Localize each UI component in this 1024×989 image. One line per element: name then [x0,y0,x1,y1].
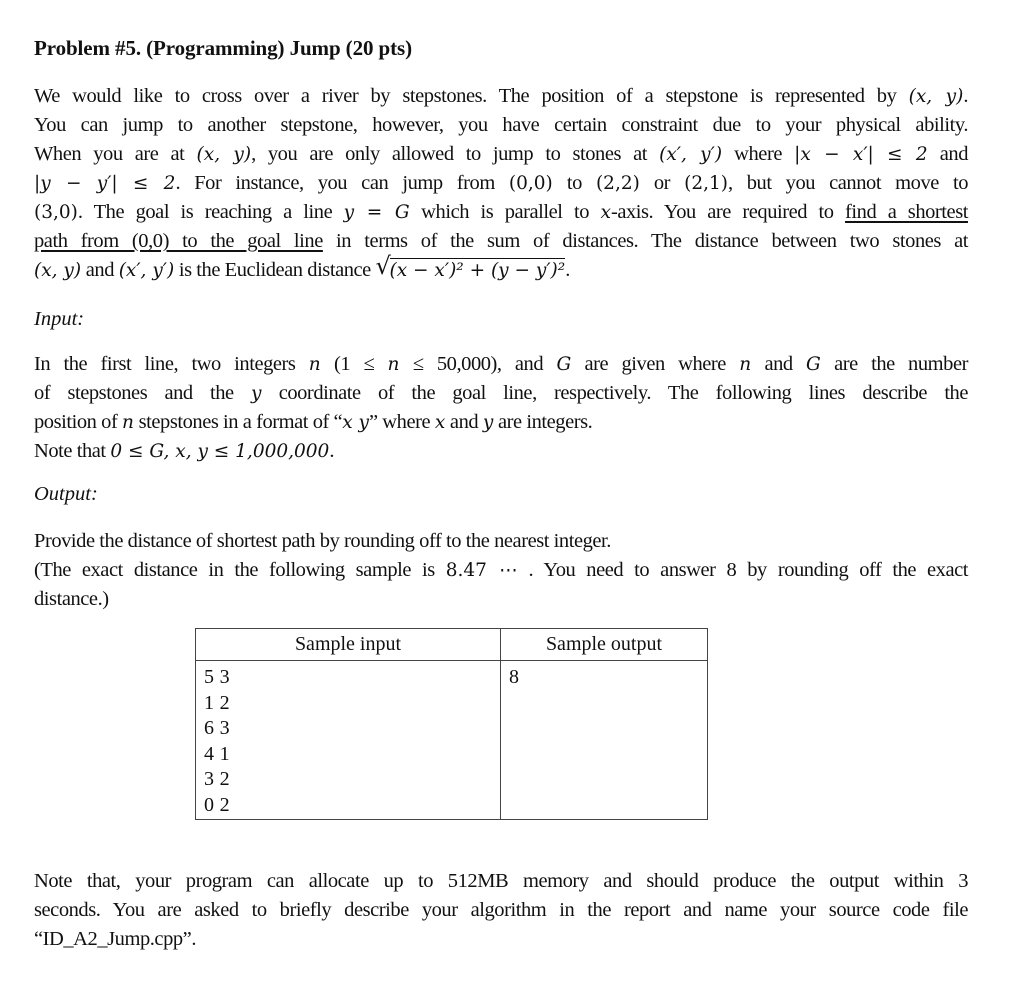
description-line: |y − y′| ≤ 2. For instance, you can jump from (0,0) to (2,2) or (2,1), but you cannot move to [34,172,969,194]
input-line: of stepstones and the y coordinate of the goal line, respectively. The following lines describe the [34,382,969,404]
note-line: Note that, your program can allocate up to 512MB memory and should produce the output within 3 [34,870,968,892]
description-line: (x, y) and (x′, y′) is the Euclidean distance √ (x − x′)² + (y − y′)². [34,256,968,285]
closing-note [34,867,968,954]
note-line: seconds. You are asked to briefly describe your algorithm in the report and name your source code file [34,899,968,921]
input-line: In the first line, two integers n (1 ≤ n ≤ 50,000), and G are given where n and G are the number [34,353,968,375]
input-line: Note that 0 ≤ G, x, y ≤ 1,000,000. [34,440,335,462]
input-line: position of n stepstones in a format of “x y” where x and y are integers. [34,411,593,433]
description-line: (3,0). The goal is reaching a line y = G which is parallel to x-axis. You are required to find a shortest [34,201,968,223]
output-line: (The exact distance in the following sample is 8.47 ⋯ . You need to answer 8 by rounding off the exact [34,559,969,581]
output-heading: Output: [34,483,98,505]
sqrt-formula: √ (x − x′)² + (y − y′)² [376,256,566,285]
sample-output-line: 8 [509,666,520,688]
note-line: “ID_A2_Jump.cpp”. [34,928,197,950]
problem-description [34,82,968,285]
sample-input-line: 1 2 [204,691,230,714]
description-line: We would like to cross over a river by stepstones. The position of a stepstone is represented by (x, y). [34,85,968,107]
sample-input-line: 0 2 [204,793,230,816]
output-line: Provide the distance of shortest path by rounding off to the nearest integer. [34,530,611,552]
sample-output-header: Sample output [501,629,708,661]
output-description [34,527,968,614]
problem-title: Problem #5. (Programming) Jump (20 pts) [34,36,412,60]
sample-table [195,628,708,820]
input-heading: Input: [34,308,85,330]
sample-output-cell [501,661,708,820]
sample-input-cell [196,661,501,820]
sample-input-header: Sample input [196,629,501,661]
underlined-requirement: path from (0,0) to the goal line [34,230,323,252]
sample-input-line: 6 3 [204,717,230,739]
sample-input-line: 5 3 [204,666,230,688]
output-line: distance.) [34,588,109,610]
description-line: You can jump to another stepstone, however, you have certain constraint due to your physical ability. [34,114,968,136]
description-line: When you are at (x, y), you are only allowed to jump to stones at (x′, y′) where |x − x′| ≤ 2 and [34,143,968,165]
underlined-requirement: find a shortest [845,201,968,223]
description-line: path from (0,0) to the goal line in terms of the sum of distances. The distance between two stones at [34,230,968,252]
sample-input-line: 4 1 [204,742,230,765]
input-description [34,350,968,466]
sample-input-line: 3 2 [204,768,230,790]
